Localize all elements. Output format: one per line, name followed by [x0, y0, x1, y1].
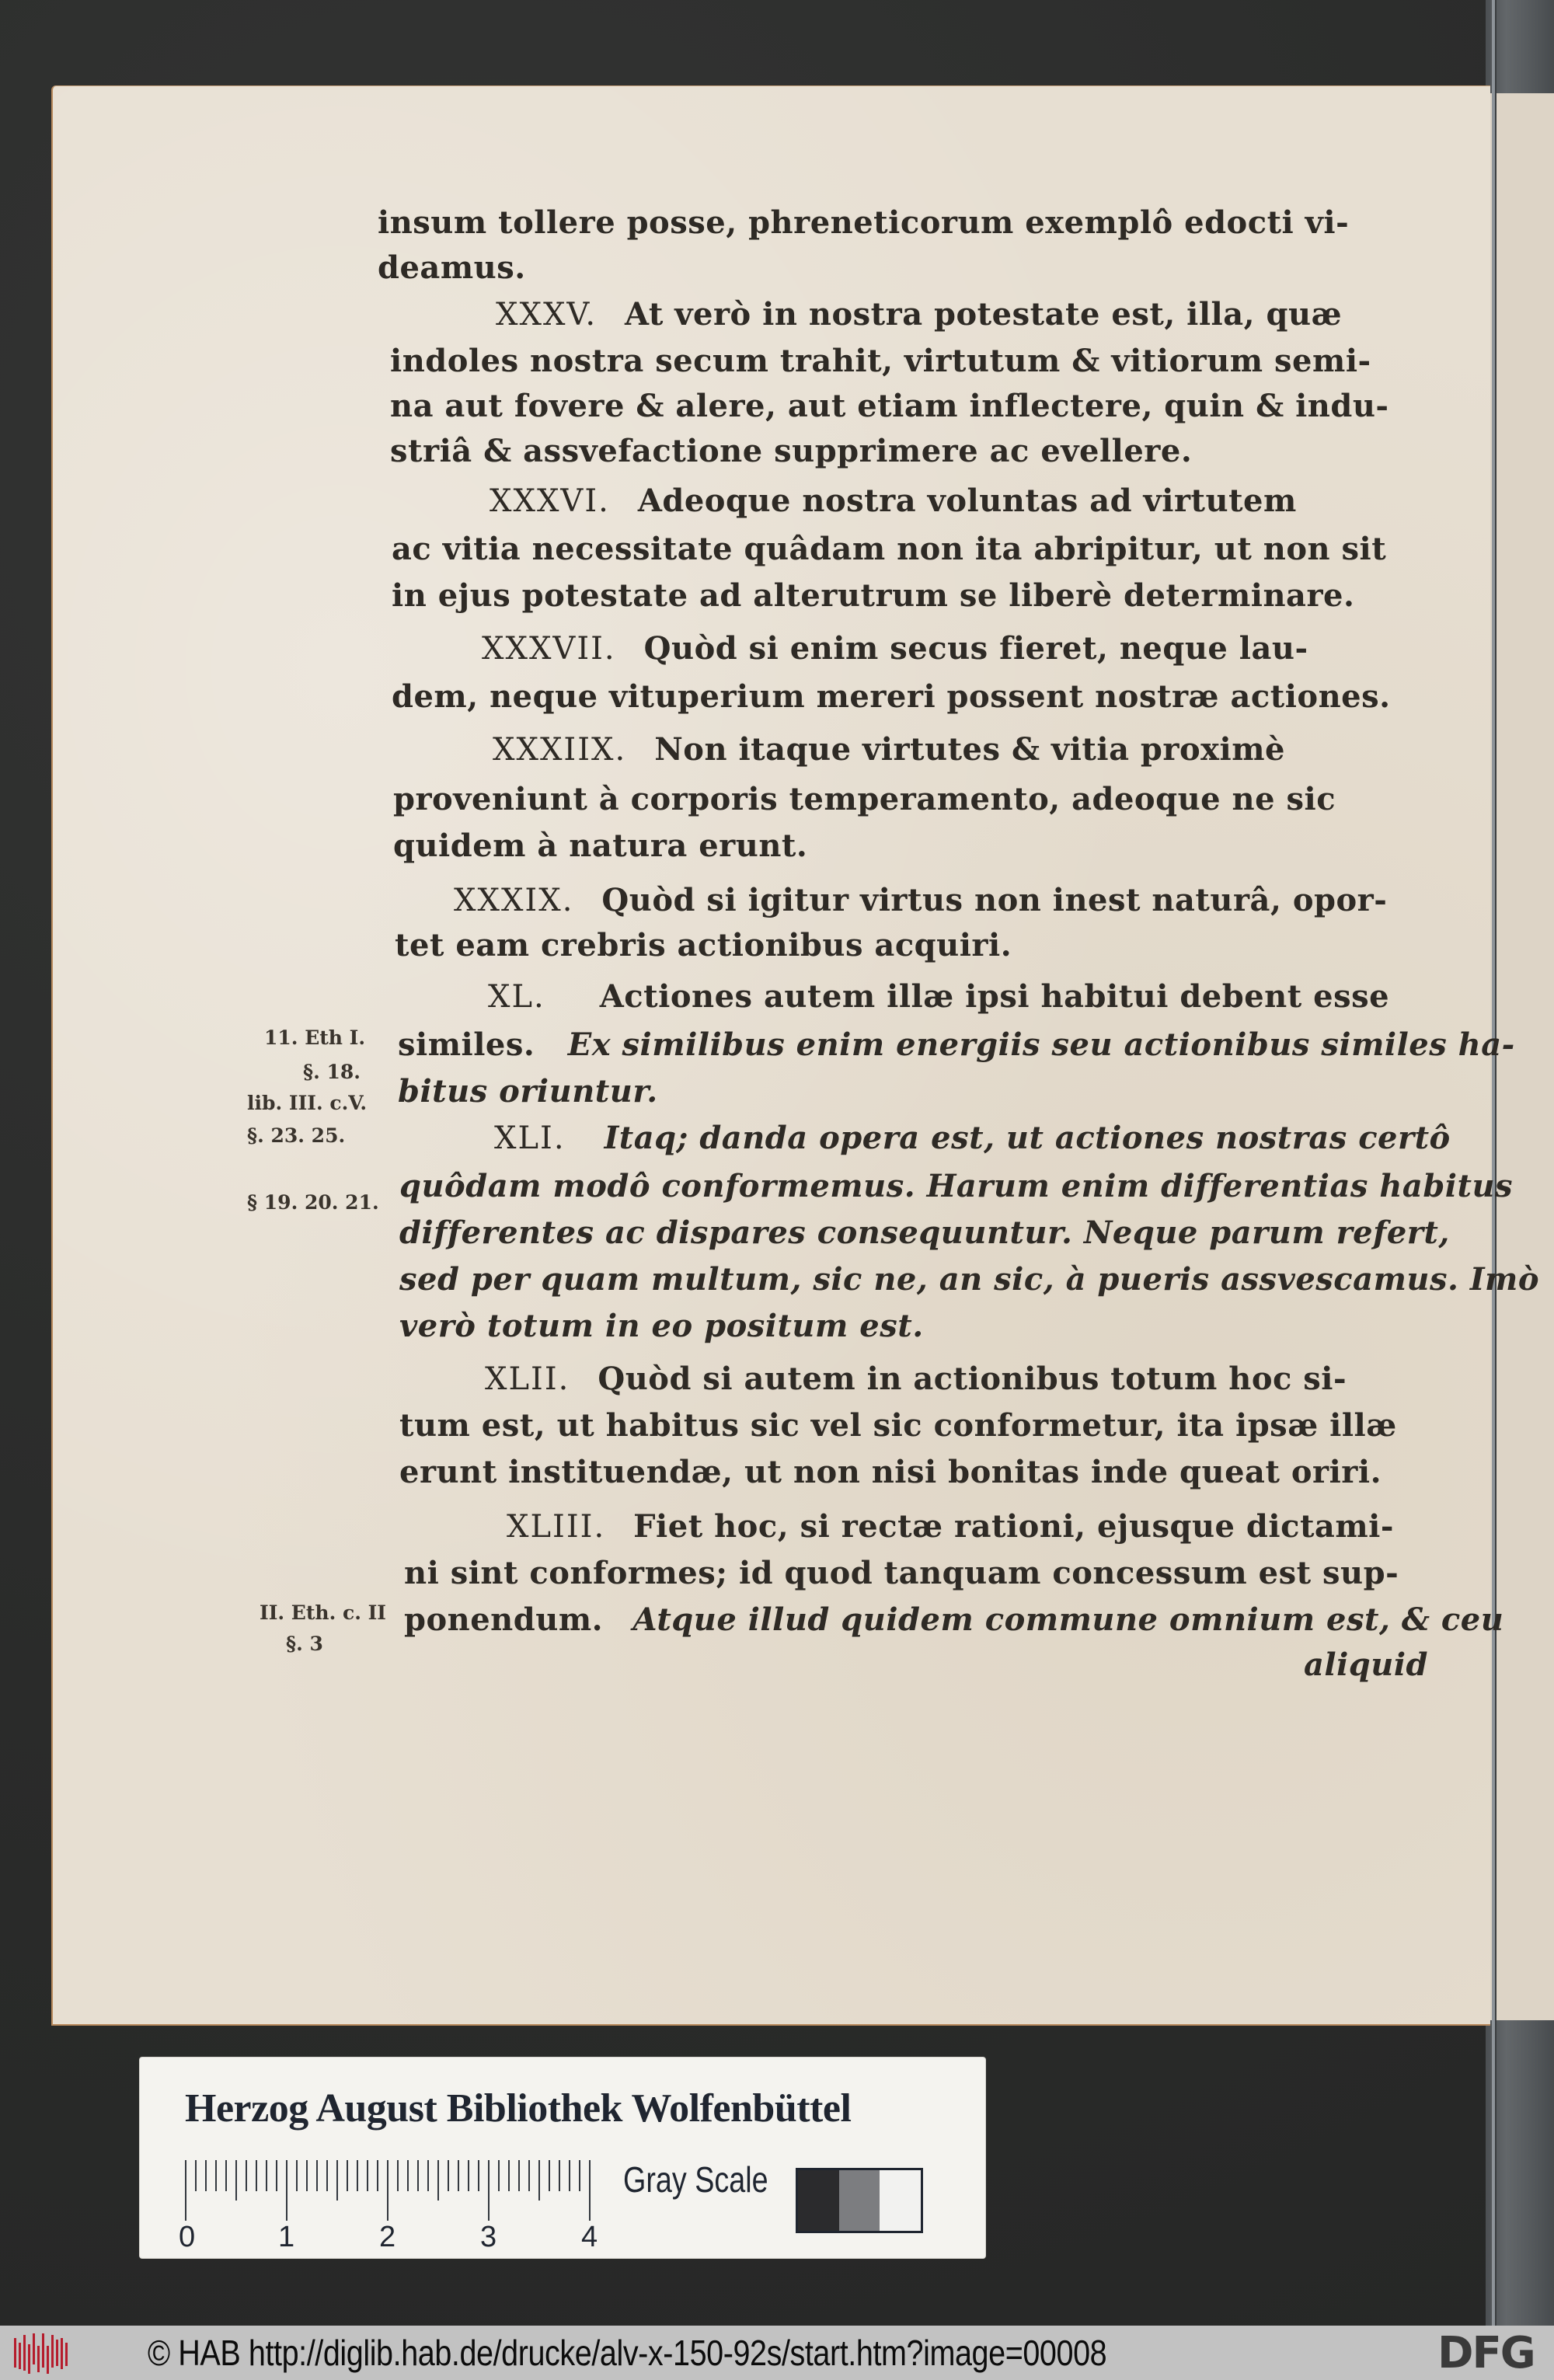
book-page [51, 85, 1540, 2026]
paragraph-start [493, 731, 1285, 768]
line-text: proveniunt à corporis temperamento, adeoque ne sic [393, 781, 1336, 817]
swatch-white [880, 2170, 921, 2231]
text-line [399, 1308, 924, 1344]
margin-note: 11. Eth I. [264, 1026, 366, 1049]
line-text: Quòd si igitur virtus non inest naturâ, opor- [601, 882, 1388, 918]
margin-note: § 19. 20. 21. [247, 1191, 379, 1214]
text-line [392, 577, 1354, 614]
section-number: XXXV. [496, 297, 598, 333]
ruler-tick [367, 2160, 368, 2191]
ruler-label: 3 [480, 2221, 497, 2253]
ruler-tick-major [488, 2160, 490, 2221]
ruler-tick [528, 2160, 530, 2191]
ruler-tick-mid [538, 2160, 540, 2201]
paragraph-start [485, 1361, 1347, 1397]
italic-quote: sed per quam multum, sic ne, an sic, à pueris assvescamus. Imò [399, 1261, 1540, 1298]
paragraph-start [507, 1508, 1394, 1545]
swatch-black [798, 2170, 839, 2231]
text-line [393, 828, 807, 864]
line-text: quidem à natura erunt. [393, 828, 808, 864]
ruler-label: 0 [179, 2221, 196, 2253]
line-text: dem, neque vituperium mereri possent nostræ actiones. [392, 678, 1391, 715]
ruler-tick [215, 2160, 217, 2191]
line-text: erunt instituendæ, ut non nisi bonitas inde queat oriri. [399, 1454, 1382, 1490]
ruler-label: 1 [278, 2221, 295, 2253]
margin-note: II. Eth. c. II [260, 1601, 387, 1624]
italic-quote: bitus oriuntur. [398, 1073, 658, 1110]
line-text: Fiet hoc, si rectæ rationi, ejusque dictami- [633, 1508, 1394, 1545]
ruler-tick [569, 2160, 570, 2191]
swatch-gray [839, 2170, 880, 2231]
text-line [395, 927, 1012, 963]
paragraph-start [494, 1120, 1451, 1156]
ruler-label: 4 [581, 2221, 598, 2253]
glass-edge-shadow [1495, 0, 1497, 2326]
color-reference-card [140, 2058, 985, 2258]
grayscale-label: Gray Scale [623, 2159, 768, 2200]
ruler-tick [579, 2160, 580, 2191]
line-text: Non itaque virtutes & vitia proximè [654, 731, 1285, 768]
copyright-url: © HAB http://diglib.hab.de/drucke/alv-x-150-92s/start.htm?image=00008 [148, 2333, 1107, 2373]
italic-quote: Atque illud quidem commune omnium est, & ceu [632, 1601, 1504, 1638]
line-text: ni sint conformes; id quod tanquam concessum est sup- [404, 1555, 1399, 1591]
ruler-tick-major [185, 2160, 186, 2221]
ruler-tick [306, 2160, 308, 2191]
ruler-label: 2 [379, 2221, 396, 2253]
library-name: Herzog August Bibliothek Wolfenbüttel [185, 2086, 852, 2131]
line-text: striâ & assvefactione supprimere ac evellere. [390, 433, 1193, 469]
text-line [392, 531, 1386, 567]
section-number: XXXVII. [482, 631, 616, 667]
text-line [399, 1261, 1539, 1298]
ruler-tick-mid [437, 2160, 439, 2201]
text-line [399, 1407, 1397, 1444]
text-line [378, 204, 1470, 241]
italic-quote: quôdam modô conformemus. Harum enim differentias habitus [399, 1168, 1514, 1204]
catchword-text: aliquid [1304, 1646, 1429, 1683]
text-line [404, 1601, 1503, 1638]
section-number: XXXIIX. [493, 732, 627, 768]
ruler-tick [246, 2160, 247, 2191]
text-line [404, 1555, 1399, 1591]
section-number: XLII. [485, 1361, 570, 1397]
text-line [378, 249, 526, 286]
centimeter-ruler [179, 2160, 598, 2253]
line-text: Adeoque nostra voluntas ad virtutem [637, 483, 1297, 519]
margin-note: §. 18. [303, 1061, 361, 1083]
line-text: deamus. [378, 249, 526, 286]
line-text: indoles nostra secum trahit, virtutum & vitiorum semi- [390, 343, 1371, 379]
ruler-tick [316, 2160, 318, 2191]
ruler-tick-mid [336, 2160, 338, 2201]
line-text: tet eam crebris actionibus acquiri. [395, 927, 1012, 963]
grayscale-swatches [796, 2168, 923, 2233]
section-number: XL. [488, 979, 545, 1015]
ruler-tick [397, 2160, 399, 2191]
ruler-tick [559, 2160, 560, 2191]
ruler-tick-major [286, 2160, 287, 2221]
ruler-tick [276, 2160, 277, 2191]
line-text: Quòd si enim secus fieret, neque lau- [643, 630, 1308, 667]
ruler-tick [205, 2160, 207, 2191]
hab-bars-logo-icon [6, 2330, 68, 2375]
ruler-tick [256, 2160, 257, 2191]
italic-quote: differentes ac dispares consequuntur. Neque parum refert, [399, 1214, 1450, 1251]
ruler-tick [478, 2160, 479, 2191]
ruler-tick [225, 2160, 227, 2191]
line-text: At verò in nostra potestate est, illa, quæ [625, 296, 1343, 333]
text-line [398, 1026, 1515, 1063]
text-line [393, 781, 1336, 817]
margin-note: §. 3 [286, 1633, 323, 1655]
ruler-tick [195, 2160, 197, 2191]
ruler-tick [417, 2160, 419, 2191]
paragraph-start [454, 882, 1387, 918]
section-number: XXXIX. [454, 883, 574, 918]
ruler-tick [498, 2160, 500, 2191]
ruler-tick [549, 2160, 550, 2191]
line-text: insum tollere posse, phreneticorum exemplô edocti vi- [378, 204, 1350, 241]
line-text: ponendum. [404, 1601, 604, 1638]
line-text: Quòd si autem in actionibus totum hoc si- [598, 1361, 1347, 1397]
paragraph-start [490, 483, 1297, 519]
ruler-tick-major [387, 2160, 388, 2221]
section-number: XXXVI. [490, 483, 610, 519]
ruler-tick-mid [235, 2160, 237, 2201]
ruler-tick [266, 2160, 267, 2191]
text-line [399, 1214, 1450, 1251]
line-text: tum est, ut habitus sic vel sic conformetur, ita ipsæ illæ [399, 1407, 1397, 1444]
ruler-tick [518, 2160, 520, 2191]
margin-note: §. 23. 25. [247, 1124, 346, 1147]
text-line [390, 343, 1371, 379]
section-number: XLIII. [507, 1509, 606, 1545]
text-line [399, 1168, 1513, 1204]
ruler-tick [448, 2160, 449, 2191]
ruler-tick [326, 2160, 328, 2191]
ruler-tick [377, 2160, 378, 2191]
section-number: XLI. [494, 1120, 566, 1156]
page-text [53, 86, 1540, 2024]
ruler-tick [468, 2160, 469, 2191]
italic-quote: Ex similibus enim energiis seu actionibus similes ha- [567, 1026, 1515, 1063]
line-text: similes. [398, 1026, 535, 1063]
line-text: in ejus potestate ad alterutrum se liberè determinare. [392, 577, 1355, 614]
text-line [399, 1454, 1382, 1490]
dfg-logo: DFG [1437, 2328, 1535, 2378]
paragraph-start [482, 630, 1308, 667]
text-line [398, 1073, 658, 1110]
text-line [390, 433, 1192, 469]
text-line [392, 678, 1391, 715]
ruler-tick [427, 2160, 429, 2191]
catchword [1304, 1646, 1428, 1683]
ruler-tick [296, 2160, 298, 2191]
ruler-tick [508, 2160, 510, 2191]
footer-bar [0, 2326, 1554, 2380]
ruler-tick [407, 2160, 409, 2191]
ruler-tick [347, 2160, 348, 2191]
margin-note: lib. III. c.V. [247, 1092, 368, 1114]
ruler-tick-major [589, 2160, 591, 2221]
line-text: Actiones autem illæ ipsi habitui debent esse [599, 978, 1390, 1015]
paragraph-start [496, 296, 1342, 333]
italic-quote: verò totum in eo positum est. [399, 1308, 924, 1344]
ruler-tick [458, 2160, 459, 2191]
line-text: na aut fovere & alere, aut etiam inflectere, quin & indu- [390, 388, 1389, 424]
ruler-tick [357, 2160, 358, 2191]
italic-quote: Itaq; danda opera est, ut actiones nostras certô [604, 1120, 1451, 1156]
paragraph-start [488, 978, 1389, 1015]
text-line [390, 388, 1389, 424]
line-text: ac vitia necessitate quâdam non ita abripitur, ut non sit [392, 531, 1387, 567]
